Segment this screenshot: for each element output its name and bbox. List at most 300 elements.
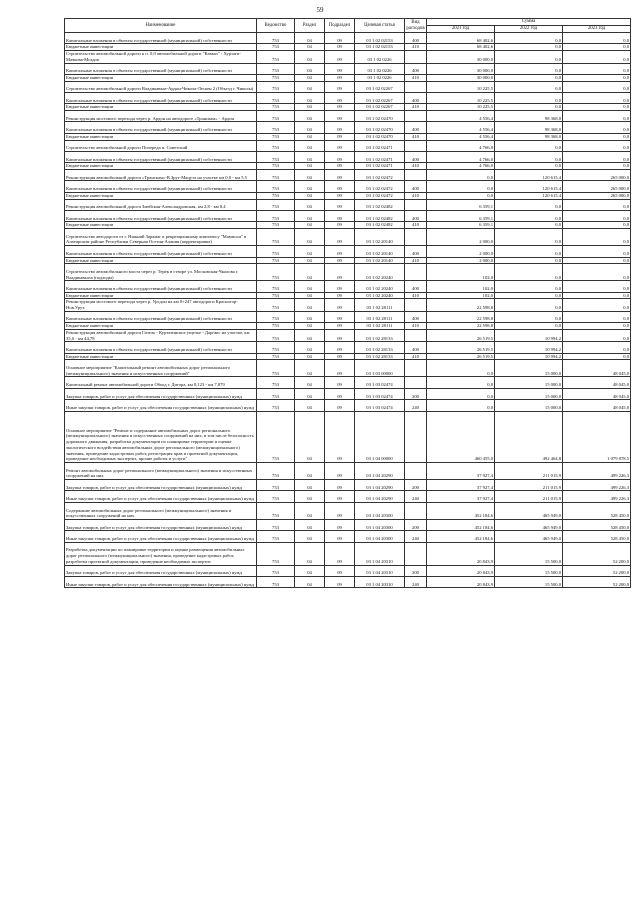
row-sum-2021: 20 843,9 bbox=[427, 542, 495, 565]
row-sum-2023: 0,0 bbox=[563, 111, 631, 122]
row-podrazdel: 09 bbox=[325, 111, 355, 122]
row-sum-2021: 6 359,1 bbox=[427, 222, 495, 229]
row-sum-2022: 0,0 bbox=[495, 292, 563, 299]
row-vedomstvo: 753 bbox=[257, 210, 295, 221]
row-razdel: 04 bbox=[295, 192, 325, 199]
row-sum-2021: 452 184,6 bbox=[427, 502, 495, 519]
row-sum-2022: 0,0 bbox=[495, 74, 563, 81]
row-razdel: 04 bbox=[295, 565, 325, 576]
row-vedomstvo: 753 bbox=[257, 400, 295, 411]
table-row bbox=[65, 257, 631, 264]
row-razdel: 04 bbox=[295, 63, 325, 74]
table-row bbox=[65, 210, 631, 221]
row-sum-2021: 10 225,5 bbox=[427, 81, 495, 92]
row-name: Строительство автомобильной дороги Владикавказ-Ардон-Чикола-Лескен 2 (Объезд г. Чиколы) bbox=[65, 81, 257, 92]
row-vedomstvo: 753 bbox=[257, 92, 295, 103]
row-sum-2023: 48 045,0 bbox=[563, 360, 631, 377]
row-vr bbox=[405, 170, 427, 181]
row-sum-2023: 499 226,3 bbox=[563, 462, 631, 479]
row-vedomstvo: 753 bbox=[257, 81, 295, 92]
row-razdel: 04 bbox=[295, 411, 325, 462]
row-vedomstvo: 753 bbox=[257, 163, 295, 170]
row-sum-2023: 0,0 bbox=[563, 33, 631, 44]
row-sum-2021: 10 225,5 bbox=[427, 104, 495, 111]
row-sum-2021: 20 843,9 bbox=[427, 576, 495, 587]
row-sum-2023: 0,0 bbox=[563, 140, 631, 151]
header-vr: Вид расходов bbox=[406, 19, 425, 31]
row-razdel: 04 bbox=[295, 388, 325, 399]
row-vedomstvo: 753 bbox=[257, 199, 295, 210]
row-csr: 03 1 04 20310 bbox=[355, 576, 405, 587]
row-sum-2023: 0,0 bbox=[563, 92, 631, 103]
row-sum-2023: 0,0 bbox=[563, 257, 631, 264]
row-csr: 03 1 02 02153 bbox=[355, 44, 405, 51]
table-row bbox=[65, 163, 631, 170]
row-sum-2021: 26 519,5 bbox=[427, 353, 495, 360]
row-name: Реконструкция автомобильной дороги Гизель - Куртатинское ущелье - Даргавс на участке, км 35,0 - км 44,78 bbox=[65, 329, 257, 341]
row-razdel: 04 bbox=[295, 281, 325, 292]
row-vr bbox=[405, 81, 427, 92]
row-name: Строительство автодороги от г. Нижний Зарамаг к рекреационному комплексу "Мамисон" в Алагирском районе Республики Северная Осетия-Алания (корректировка) bbox=[65, 229, 257, 246]
row-csr: 03 1 03 02474 bbox=[355, 377, 405, 388]
row-name: Бюджетные инвестиции bbox=[65, 323, 257, 330]
row-sum-2023: 48 045,0 bbox=[563, 377, 631, 388]
row-name: Капитальные вложения в объекты государственной (муниципальной) собственности bbox=[65, 92, 257, 103]
row-sum-2022: 0,0 bbox=[495, 257, 563, 264]
row-podrazdel: 09 bbox=[325, 480, 355, 491]
row-vr: 410 bbox=[405, 257, 427, 264]
row-razdel: 04 bbox=[295, 491, 325, 502]
row-sum-2021: 20 843,9 bbox=[427, 565, 495, 576]
row-vr: 400 bbox=[405, 151, 427, 162]
row-csr: 03 1 02 28133 bbox=[355, 329, 405, 341]
row-sum-2023: 0,0 bbox=[563, 133, 631, 140]
row-csr: 03 1 02 20140 bbox=[355, 246, 405, 257]
row-csr: 03 1 02 28133 bbox=[355, 342, 405, 353]
row-csr: 03 1 02 02471 bbox=[355, 151, 405, 162]
row-podrazdel: 09 bbox=[325, 292, 355, 299]
row-razdel: 04 bbox=[295, 264, 325, 281]
row-sum-2021: 37 927,4 bbox=[427, 491, 495, 502]
row-sum-2022: 0,0 bbox=[495, 210, 563, 221]
row-vr: 410 bbox=[405, 104, 427, 111]
row-vr: 400 bbox=[405, 342, 427, 353]
row-csr: 03 1 02 20140 bbox=[355, 257, 405, 264]
row-sum-2022: 0,0 bbox=[495, 311, 563, 322]
row-sum-2021: 0,0 bbox=[427, 377, 495, 388]
row-csr: 03 1 04 00000 bbox=[355, 411, 405, 462]
table-row bbox=[65, 400, 631, 411]
row-name: Реконструкция автомобильной дороги Змейская-Александровская, км 2,8 - км 8,4 bbox=[65, 199, 257, 210]
row-razdel: 04 bbox=[295, 51, 325, 63]
row-vedomstvo: 753 bbox=[257, 181, 295, 192]
row-vr bbox=[405, 502, 427, 519]
row-csr: 03 1 02 20140 bbox=[355, 229, 405, 246]
row-name: Закупка товаров, работ и услуг для обеспечения государственных (муниципальных) нужд bbox=[65, 565, 257, 576]
row-podrazdel: 09 bbox=[325, 44, 355, 51]
row-sum-2021: 0,0 bbox=[427, 192, 495, 199]
table-row bbox=[65, 462, 631, 479]
row-sum-2022: 492 464,8 bbox=[495, 411, 563, 462]
row-name: Основное мероприятие "Ремонт и содержание автомобильных дорог регионального (межмуниципального) значения и искусственных сооружений на них, в том числе безопасность дорожного движения, разработка документации по планировке территории и оценке экологического воздействия автомобильных дорог регионального (межмуниципального) значения, проведение кадастровых работ, регистрация прав и проектной документации, проведение необходимых экспертиз, прочие работы и услуги" bbox=[65, 411, 257, 462]
row-podrazdel: 09 bbox=[325, 281, 355, 292]
row-csr: 03 1 04 20310 bbox=[355, 565, 405, 576]
table-row bbox=[65, 92, 631, 103]
row-razdel: 04 bbox=[295, 92, 325, 103]
row-podrazdel: 09 bbox=[325, 542, 355, 565]
row-podrazdel: 09 bbox=[325, 151, 355, 162]
table-row bbox=[65, 281, 631, 292]
row-podrazdel: 09 bbox=[325, 353, 355, 360]
table-row bbox=[65, 342, 631, 353]
row-razdel: 04 bbox=[295, 576, 325, 587]
row-vr bbox=[405, 542, 427, 565]
row-razdel: 04 bbox=[295, 246, 325, 257]
row-podrazdel: 09 bbox=[325, 33, 355, 44]
page-number: 59 bbox=[316, 6, 324, 14]
row-vedomstvo: 753 bbox=[257, 257, 295, 264]
row-sum-2023: 0,0 bbox=[563, 229, 631, 246]
row-vedomstvo: 753 bbox=[257, 542, 295, 565]
row-vr bbox=[405, 329, 427, 341]
row-name: Бюджетные инвестиции bbox=[65, 163, 257, 170]
row-razdel: 04 bbox=[295, 311, 325, 322]
row-name: Ремонт автомобильных дорог регионального (межмуниципального) значения и искусственных сооружений на них bbox=[65, 462, 257, 479]
row-podrazdel: 09 bbox=[325, 222, 355, 229]
row-vedomstvo: 753 bbox=[257, 480, 295, 491]
table-row bbox=[65, 502, 631, 519]
row-sum-2022: 120 615,4 bbox=[495, 192, 563, 199]
row-vedomstvo: 753 bbox=[257, 74, 295, 81]
row-vedomstvo: 753 bbox=[257, 51, 295, 63]
row-name: Строительство автомобильной дороги Попереда п. Советский bbox=[65, 140, 257, 151]
row-sum-2021: 0,0 bbox=[427, 170, 495, 181]
row-sum-2021: 4 766,0 bbox=[427, 163, 495, 170]
row-name: Капитальные вложения в объекты государственной (муниципальной) собственности bbox=[65, 33, 257, 44]
row-sum-2021: 102,0 bbox=[427, 264, 495, 281]
row-sum-2023: 528 450,0 bbox=[563, 519, 631, 530]
row-csr: 03 1 02 0226 bbox=[355, 63, 405, 74]
row-name: Иные закупки товаров, работ и услуг для обеспечения государственных (муниципальных) нужд bbox=[65, 400, 257, 411]
row-csr: 03 1 02 0226 bbox=[355, 74, 405, 81]
row-podrazdel: 09 bbox=[325, 192, 355, 199]
row-vr: 400 bbox=[405, 181, 427, 192]
row-sum-2021: 4 556,4 bbox=[427, 111, 495, 122]
table-row bbox=[65, 411, 631, 462]
row-csr: 03 1 02 28111 bbox=[355, 323, 405, 330]
row-vr bbox=[405, 411, 427, 462]
row-vr: 400 bbox=[405, 63, 427, 74]
row-sum-2023: 499 226,3 bbox=[563, 480, 631, 491]
row-csr: 03 1 02 02472 bbox=[355, 192, 405, 199]
header-name: Наименование bbox=[65, 19, 257, 33]
row-sum-2021: 37 927,4 bbox=[427, 480, 495, 491]
row-csr: 03 1 04 20290 bbox=[355, 491, 405, 502]
row-vr bbox=[405, 199, 427, 210]
row-sum-2023: 52 200,0 bbox=[563, 565, 631, 576]
row-sum-2023: 52 200,0 bbox=[563, 542, 631, 565]
row-vedomstvo: 753 bbox=[257, 63, 295, 74]
row-vedomstvo: 753 bbox=[257, 353, 295, 360]
row-sum-2021: 22 598,8 bbox=[427, 311, 495, 322]
row-sum-2023: 0,0 bbox=[563, 210, 631, 221]
row-csr: 03 1 04 20300 bbox=[355, 531, 405, 542]
row-vedomstvo: 753 bbox=[257, 329, 295, 341]
row-sum-2023: 0,0 bbox=[563, 323, 631, 330]
row-sum-2023: 1 079 878,5 bbox=[563, 411, 631, 462]
row-sum-2021: 2 000,0 bbox=[427, 229, 495, 246]
row-razdel: 04 bbox=[295, 170, 325, 181]
table-row bbox=[65, 170, 631, 181]
table-body bbox=[65, 33, 631, 588]
row-name: Капитальные вложения в объекты государственной (муниципальной) собственности bbox=[65, 63, 257, 74]
row-name: Иные закупки товаров, работ и услуг для обеспечения государственных (муниципальных) нужд bbox=[65, 491, 257, 502]
row-vedomstvo: 753 bbox=[257, 222, 295, 229]
row-name: Капитальные вложения в объекты государственной (муниципальной) собственности bbox=[65, 311, 257, 322]
row-csr: 03 1 02 02471 bbox=[355, 140, 405, 151]
row-vr: 240 bbox=[405, 400, 427, 411]
row-sum-2022: 0,0 bbox=[495, 140, 563, 151]
row-vedomstvo: 753 bbox=[257, 462, 295, 479]
row-razdel: 04 bbox=[295, 299, 325, 311]
row-vedomstvo: 753 bbox=[257, 133, 295, 140]
row-razdel: 04 bbox=[295, 323, 325, 330]
row-sum-2023: 499 226,3 bbox=[563, 491, 631, 502]
row-sum-2023: 0,0 bbox=[563, 281, 631, 292]
table-row bbox=[65, 181, 631, 192]
row-csr: 03 1 02 02471 bbox=[355, 163, 405, 170]
header-vedomstvo: Ведомство bbox=[257, 19, 295, 33]
row-vr: 200 bbox=[405, 480, 427, 491]
row-vr: 410 bbox=[405, 353, 427, 360]
row-sum-2022: 0,0 bbox=[495, 222, 563, 229]
row-name: Строительство автомобильной дороги к п. 0,0 автомобильной дороги "Кавказ" - Хурзаги-Мачкова-Моздок bbox=[65, 51, 257, 63]
row-razdel: 04 bbox=[295, 400, 325, 411]
row-sum-2023: 265 000,0 bbox=[563, 192, 631, 199]
row-sum-2022: 0,0 bbox=[495, 63, 563, 74]
row-razdel: 04 bbox=[295, 519, 325, 530]
row-podrazdel: 09 bbox=[325, 565, 355, 576]
row-sum-2023: 48 045,0 bbox=[563, 400, 631, 411]
table-row bbox=[65, 63, 631, 74]
row-sum-2023: 0,0 bbox=[563, 299, 631, 311]
row-csr: 03 1 04 20310 bbox=[355, 542, 405, 565]
row-csr: 03 1 03 02474 bbox=[355, 400, 405, 411]
row-sum-2023: 528 450,0 bbox=[563, 531, 631, 542]
row-csr: 03 1 02 02482 bbox=[355, 210, 405, 221]
row-podrazdel: 09 bbox=[325, 400, 355, 411]
row-vr: 200 bbox=[405, 519, 427, 530]
row-podrazdel: 09 bbox=[325, 133, 355, 140]
row-podrazdel: 09 bbox=[325, 257, 355, 264]
row-name: Бюджетные инвестиции bbox=[65, 44, 257, 51]
table-row bbox=[65, 388, 631, 399]
row-razdel: 04 bbox=[295, 44, 325, 51]
row-vr: 410 bbox=[405, 323, 427, 330]
row-razdel: 04 bbox=[295, 74, 325, 81]
row-razdel: 04 bbox=[295, 140, 325, 151]
row-podrazdel: 09 bbox=[325, 181, 355, 192]
row-sum-2021: 0,0 bbox=[427, 181, 495, 192]
row-sum-2021: 102,0 bbox=[427, 281, 495, 292]
table-row bbox=[65, 199, 631, 210]
row-razdel: 04 bbox=[295, 462, 325, 479]
row-podrazdel: 09 bbox=[325, 491, 355, 502]
table-row bbox=[65, 81, 631, 92]
row-vedomstvo: 753 bbox=[257, 170, 295, 181]
row-podrazdel: 09 bbox=[325, 342, 355, 353]
table-row bbox=[65, 192, 631, 199]
row-name: Разработка документации по планировке территории и оценке размещения автомобильных дорог регионального (межмуниципального) значения, проведение кадастровых работ, разработка проектной документации, проведение необходимых экспертиз bbox=[65, 542, 257, 565]
row-vr bbox=[405, 140, 427, 151]
row-podrazdel: 09 bbox=[325, 51, 355, 63]
row-sum-2021: 0,0 bbox=[427, 388, 495, 399]
row-vr: 410 bbox=[405, 44, 427, 51]
table-row bbox=[65, 111, 631, 122]
row-razdel: 04 bbox=[295, 181, 325, 192]
row-sum-2021: 37 927,4 bbox=[427, 462, 495, 479]
row-csr: 03 1 02 02470 bbox=[355, 133, 405, 140]
row-sum-2021: 30 000,0 bbox=[427, 51, 495, 63]
row-sum-2023: 265 000,0 bbox=[563, 170, 631, 181]
row-sum-2023: 0,0 bbox=[563, 81, 631, 92]
row-sum-2023: 0,0 bbox=[563, 74, 631, 81]
row-vedomstvo: 753 bbox=[257, 246, 295, 257]
row-csr: 03 1 02 02267 bbox=[355, 81, 405, 92]
table-row bbox=[65, 151, 631, 162]
row-vr: 200 bbox=[405, 388, 427, 399]
row-sum-2021: 6 359,1 bbox=[427, 210, 495, 221]
row-podrazdel: 09 bbox=[325, 462, 355, 479]
row-vr: 200 bbox=[405, 565, 427, 576]
row-vedomstvo: 753 bbox=[257, 281, 295, 292]
row-sum-2022: 0,0 bbox=[495, 323, 563, 330]
row-vr: 400 bbox=[405, 311, 427, 322]
row-sum-2022: 10 994,2 bbox=[495, 342, 563, 353]
row-podrazdel: 09 bbox=[325, 323, 355, 330]
row-vedomstvo: 753 bbox=[257, 342, 295, 353]
row-name: Капитальный ремонт автомобильной дороги Обход г. Дигора, км 0,123 - км 7,879 bbox=[65, 377, 257, 388]
row-name: Бюджетные инвестиции bbox=[65, 74, 257, 81]
row-csr: 03 1 02 02482 bbox=[355, 199, 405, 210]
row-name: Бюджетные инвестиции bbox=[65, 257, 257, 264]
row-sum-2021: 30 000,0 bbox=[427, 63, 495, 74]
row-sum-2023: 0,0 bbox=[563, 342, 631, 353]
row-vedomstvo: 753 bbox=[257, 192, 295, 199]
row-csr: 03 1 02 02267 bbox=[355, 92, 405, 103]
row-vr bbox=[405, 360, 427, 377]
row-sum-2022: 98 368,0 bbox=[495, 122, 563, 133]
row-name: Закупка товаров, работ и услуг для обеспечения государственных (муниципальных) нужд bbox=[65, 388, 257, 399]
row-name: Бюджетные инвестиции bbox=[65, 192, 257, 199]
table-row bbox=[65, 222, 631, 229]
row-csr: 03 1 02 20240 bbox=[355, 292, 405, 299]
row-podrazdel: 09 bbox=[325, 170, 355, 181]
header-summa: Сумма bbox=[427, 19, 631, 26]
table-row bbox=[65, 74, 631, 81]
row-razdel: 04 bbox=[295, 502, 325, 519]
row-podrazdel: 09 bbox=[325, 74, 355, 81]
row-csr: 03 1 02 02470 bbox=[355, 111, 405, 122]
table-row bbox=[65, 480, 631, 491]
table-row bbox=[65, 104, 631, 111]
row-csr: 03 1 04 20290 bbox=[355, 462, 405, 479]
row-sum-2023: 0,0 bbox=[563, 122, 631, 133]
row-sum-2021: 68 402,6 bbox=[427, 44, 495, 51]
row-sum-2022: 0,0 bbox=[495, 151, 563, 162]
row-name: Капитальные вложения в объекты государственной (муниципальной) собственности bbox=[65, 281, 257, 292]
row-csr: 03 1 04 20290 bbox=[355, 480, 405, 491]
row-sum-2023: 0,0 bbox=[563, 264, 631, 281]
row-vr: 410 bbox=[405, 163, 427, 170]
table-row bbox=[65, 360, 631, 377]
row-razdel: 04 bbox=[295, 210, 325, 221]
row-sum-2023: 0,0 bbox=[563, 246, 631, 257]
row-sum-2022: 465 949,0 bbox=[495, 531, 563, 542]
row-podrazdel: 09 bbox=[325, 199, 355, 210]
row-sum-2021: 26 519,5 bbox=[427, 342, 495, 353]
table-row bbox=[65, 519, 631, 530]
row-vedomstvo: 753 bbox=[257, 229, 295, 246]
row-podrazdel: 09 bbox=[325, 229, 355, 246]
row-razdel: 04 bbox=[295, 353, 325, 360]
row-name: Капитальные вложения в объекты государственной (муниципальной) собственности bbox=[65, 210, 257, 221]
row-sum-2021: 0,0 bbox=[427, 360, 495, 377]
row-csr: 03 1 02 28111 bbox=[355, 311, 405, 322]
table-row bbox=[65, 33, 631, 44]
row-podrazdel: 09 bbox=[325, 329, 355, 341]
row-name: Бюджетные инвестиции bbox=[65, 133, 257, 140]
table-row bbox=[65, 311, 631, 322]
row-sum-2022: 120 615,4 bbox=[495, 170, 563, 181]
row-vr: 410 bbox=[405, 222, 427, 229]
row-sum-2021: 30 000,0 bbox=[427, 74, 495, 81]
row-razdel: 04 bbox=[295, 151, 325, 162]
row-razdel: 04 bbox=[295, 81, 325, 92]
row-name: Реконструкция мостового перехода через р. Урсдон на км 0+247 автодороги Красногор-Нов.Урух bbox=[65, 299, 257, 311]
row-razdel: 04 bbox=[295, 542, 325, 565]
row-vedomstvo: 753 bbox=[257, 360, 295, 377]
row-sum-2022: 211 015,9 bbox=[495, 480, 563, 491]
row-sum-2021: 22 598,8 bbox=[427, 323, 495, 330]
row-vedomstvo: 753 bbox=[257, 122, 295, 133]
row-sum-2023: 48 045,0 bbox=[563, 388, 631, 399]
row-sum-2022: 15 000,0 bbox=[495, 400, 563, 411]
row-razdel: 04 bbox=[295, 329, 325, 341]
row-name: Основное мероприятие "Капитальный ремонт автомобильных дорог регионального (межмуниципального) значения и искусственных сооружений" bbox=[65, 360, 257, 377]
row-sum-2022: 15 000,0 bbox=[495, 377, 563, 388]
row-podrazdel: 09 bbox=[325, 264, 355, 281]
row-name: Капитальные вложения в объекты государственной (муниципальной) собственности bbox=[65, 246, 257, 257]
table-row bbox=[65, 44, 631, 51]
row-vr: 240 bbox=[405, 531, 427, 542]
row-razdel: 04 bbox=[295, 257, 325, 264]
row-sum-2021: 6 359,1 bbox=[427, 199, 495, 210]
row-podrazdel: 09 bbox=[325, 246, 355, 257]
row-vedomstvo: 753 bbox=[257, 311, 295, 322]
row-razdel: 04 bbox=[295, 292, 325, 299]
header-2022: 2022 год bbox=[495, 26, 563, 33]
table-row bbox=[65, 229, 631, 246]
table-row bbox=[65, 140, 631, 151]
table-row bbox=[65, 133, 631, 140]
row-csr: 03 1 02 02482 bbox=[355, 222, 405, 229]
row-vr bbox=[405, 462, 427, 479]
table-row bbox=[65, 353, 631, 360]
row-vedomstvo: 753 bbox=[257, 104, 295, 111]
row-sum-2022: 465 949,0 bbox=[495, 519, 563, 530]
row-razdel: 04 bbox=[295, 33, 325, 44]
